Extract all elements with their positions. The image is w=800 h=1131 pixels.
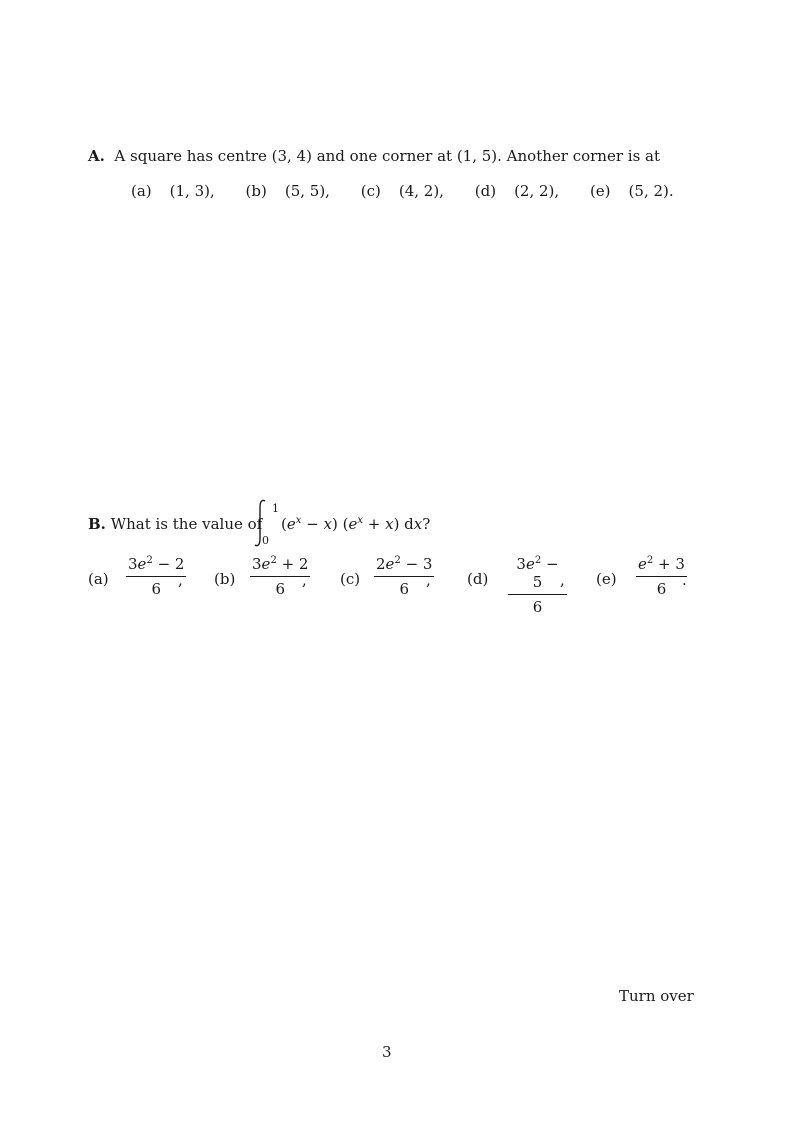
option-letter: (a) (88, 570, 109, 588)
numerator: $3e^2 - 2$ (126, 555, 186, 577)
question-a-text: A square has centre (3, 4) and one corner at (1, 5). Another corner is at (114, 147, 661, 165)
denominator: 6 (151, 580, 161, 598)
option-c: (c) (4, 2), (360, 182, 444, 200)
numerator: $3e^2 + 2$ (250, 555, 310, 577)
question-a (88, 149, 660, 164)
option-a: (a) $\frac{3e^2 - 2}{6}$ , (88, 555, 185, 598)
integrand: $(e^x - x) (e^x + x)$ dx? (281, 515, 431, 533)
option-c: (c) $\frac{2e^2 - 3}{6}$ , (340, 555, 433, 598)
denominator: 6 (656, 580, 667, 598)
question-a-options (131, 182, 700, 200)
denominator: 6 (399, 580, 409, 598)
option-letter: (d) (467, 570, 489, 588)
fraction (508, 555, 567, 616)
option-d: (d) $\frac{3e^2 - 5}{6}$ , (467, 555, 567, 601)
numerator: $2e^2 - 3$ (374, 555, 434, 577)
option-a: (a) (1, 3), (131, 182, 215, 200)
option-letter: (e) (596, 570, 617, 588)
page-number: 3 (382, 1043, 392, 1061)
option-d: (d) (2, 2), (474, 182, 560, 200)
denominator: 6 (532, 598, 543, 616)
option-b: (b) $\frac{3e^2 + 2}{6}$ , (214, 555, 309, 598)
option-e: (e) $\frac{e^2 + 3}{6}$ . (596, 555, 687, 598)
question-a-label: A. (88, 147, 105, 165)
fraction (636, 555, 687, 598)
question-b-label: B. (88, 515, 106, 533)
numerator: $e^2 + 3$ (636, 555, 687, 577)
numerator: $3e^2 - 5$ (508, 555, 567, 595)
option-letter: (c) (340, 570, 361, 588)
question-b-text: What is the value of (110, 515, 263, 533)
integral-upper-limit: 1 (272, 502, 279, 515)
option-e: (e) (5, 2). (589, 182, 674, 200)
option-letter: (b) (214, 570, 236, 588)
turn-over-note: Turn over (619, 987, 694, 1005)
question-b-stem (88, 515, 262, 533)
integral-lower-limit: 0 (262, 534, 269, 547)
denominator: 6 (275, 580, 285, 598)
option-b: (b) (5, 5), (245, 182, 330, 200)
